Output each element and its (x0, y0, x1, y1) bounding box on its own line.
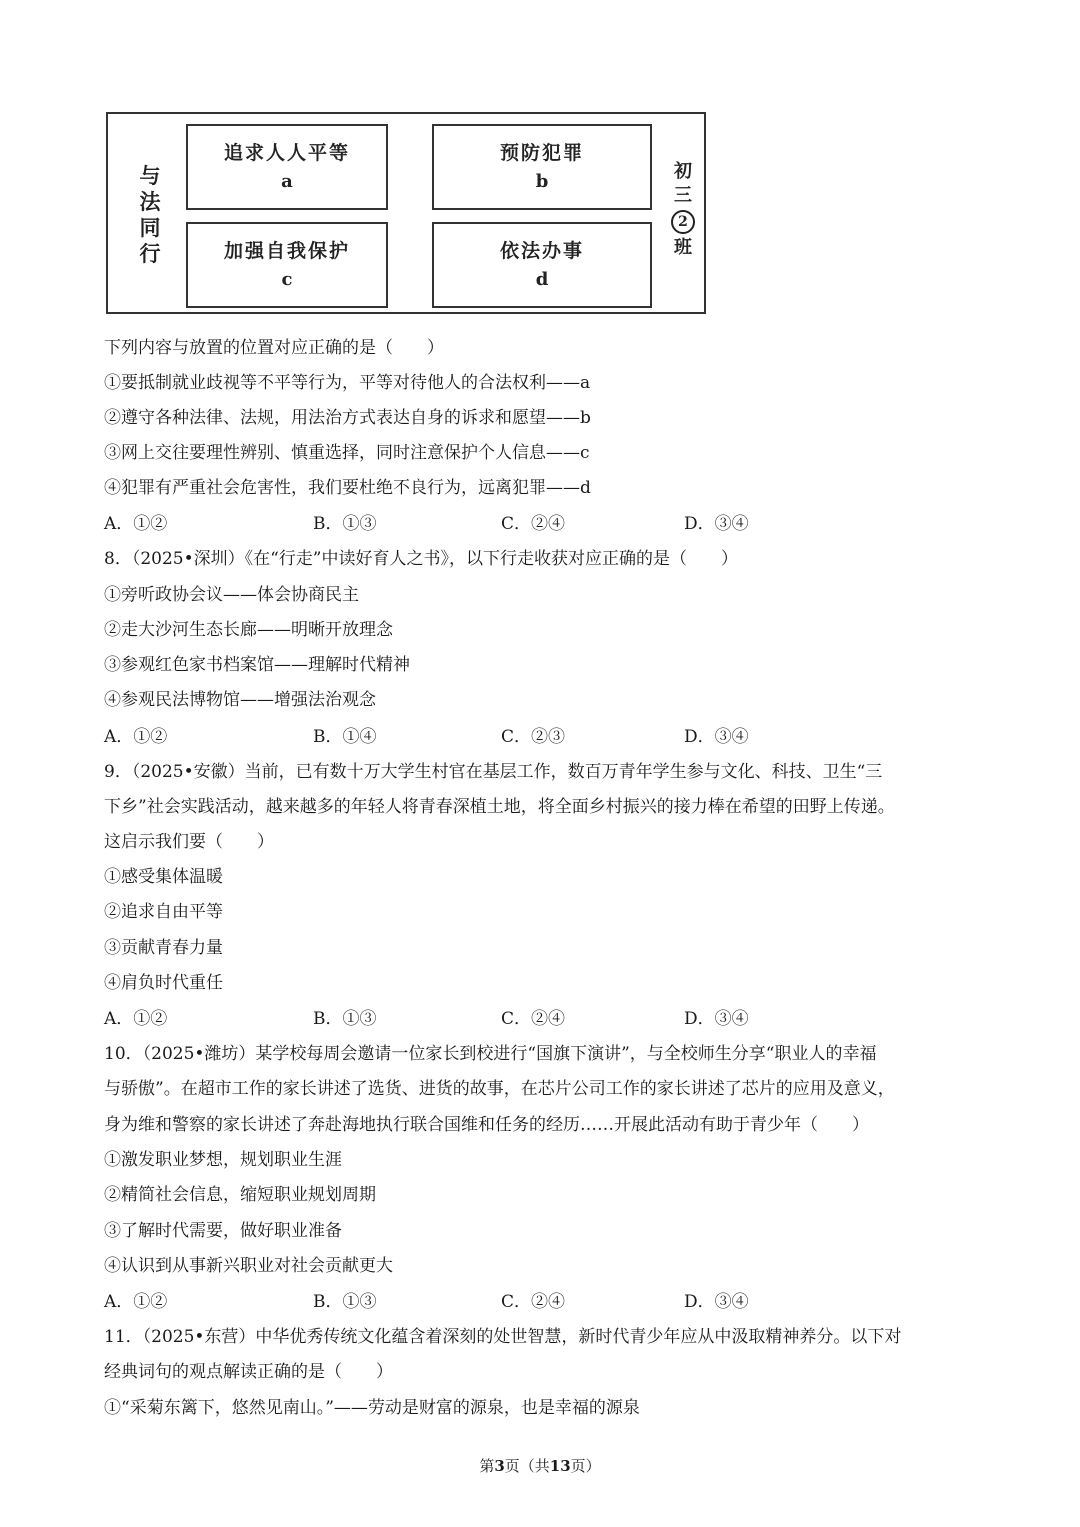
cell-key: b (535, 171, 549, 192)
right-label-char: 班 (674, 237, 692, 258)
cell-title: 依法办事 (499, 240, 584, 262)
question-stem: 9．（2025•安徽）当前，已有数十万大学生村官在基层工作，数百万青年学生参与文化、科技、卫生“三 (104, 762, 883, 782)
cell-title: 预防犯罪 (499, 142, 584, 164)
left-label-char: 同 (139, 215, 161, 240)
left-label-char: 法 (139, 189, 161, 214)
footer-text: 页） (570, 1457, 601, 1475)
question-item: ①“采菊东篱下，悠然见南山。”——劳动是财富的源泉，也是幸福的源泉 (104, 1398, 640, 1418)
cell-c (186, 222, 388, 308)
cell-d (432, 222, 652, 308)
option-c[interactable]: C．②③ (501, 727, 566, 747)
cell-key: c (281, 269, 293, 290)
cell-b (432, 124, 652, 210)
question-item: ③参观红色家书档案馆——理解时代精神 (104, 655, 410, 675)
question-stem: 11．（2025•东营）中华优秀传统文化蕴含着深刻的处世智慧，新时代青少年应从中汲取精神养分。以下对 (104, 1327, 902, 1347)
left-label-char: 行 (139, 241, 161, 266)
option-b[interactable]: B．①④ (313, 727, 377, 747)
question-item: ②精简社会信息，缩短职业规划周期 (104, 1185, 376, 1205)
class-number: 2 (671, 210, 695, 234)
question-stem: 10．（2025•潍坊）某学校每周会邀请一位家长到校进行“国旗下演讲”，与全校师生分享“职业人的幸福 (104, 1044, 877, 1064)
option-d[interactable]: D．③④ (684, 727, 749, 747)
question-item: ①激发职业梦想，规划职业生涯 (104, 1150, 342, 1170)
cell-key: d (535, 269, 549, 290)
question-item: ②遵守各种法律、法规，用法治方式表达自身的诉求和愿望——b (104, 408, 591, 428)
option-d[interactable]: D．③④ (684, 1292, 749, 1312)
option-d[interactable]: D．③④ (684, 514, 749, 534)
cell-title: 追求人人平等 (223, 142, 350, 164)
question-item: ④犯罪有严重社会危害性，我们要杜绝不良行为，远离犯罪——d (104, 478, 591, 498)
option-a[interactable]: A．①② (104, 514, 168, 534)
option-c[interactable]: C．②④ (501, 1292, 566, 1312)
page-footer (0, 1455, 1080, 1476)
question-item: ③了解时代需要，做好职业准备 (104, 1221, 342, 1241)
left-label-char: 与 (139, 163, 161, 188)
option-b[interactable]: B．①③ (313, 1009, 377, 1029)
question-stem: 下列内容与放置的位置对应正确的是（ ） (104, 338, 444, 358)
right-label-char: 三 (674, 185, 692, 206)
total-pages: 13 (549, 1457, 571, 1475)
cell-a (186, 124, 388, 210)
page-number: 3 (494, 1457, 505, 1475)
cell-key: a (281, 171, 293, 192)
question-stem: 经典词句的观点解读正确的是（ ） (104, 1362, 393, 1382)
board-left-label (138, 163, 162, 267)
question-stem: 这启示我们要（ ） (104, 832, 274, 852)
option-c[interactable]: C．②④ (501, 1009, 566, 1029)
board-right-label (670, 160, 696, 260)
question-item: ①要抵制就业歧视等不平等行为，平等对待他人的合法权利——a (104, 373, 591, 393)
question-item: ③贡献青春力量 (104, 938, 223, 958)
question-item: ②追求自由平等 (104, 902, 223, 922)
question-item: ④肩负时代重任 (104, 973, 223, 993)
question-item: ③网上交往要理性辨别、慎重选择，同时注意保护个人信息——c (104, 443, 590, 463)
question-item: ④参观民法博物馆——增强法治观念 (104, 690, 376, 710)
question-stem: 与骄傲”。在超市工作的家长讲述了选货、进货的故事，在芯片公司工作的家长讲述了芯片的应用及意义， (104, 1079, 895, 1099)
right-label-char: 初 (674, 161, 692, 182)
option-a[interactable]: A．①② (104, 1009, 168, 1029)
cell-title: 加强自我保护 (223, 240, 350, 262)
question-item: ②走大沙河生态长廊——明晰开放理念 (104, 620, 393, 640)
footer-text: 第 (479, 1457, 495, 1475)
question-item: ④认识到从事新兴职业对社会贡献更大 (104, 1256, 393, 1276)
option-d[interactable]: D．③④ (684, 1009, 749, 1029)
question-item: ①感受集体温暖 (104, 867, 223, 887)
option-a[interactable]: A．①② (104, 727, 168, 747)
option-c[interactable]: C．②④ (501, 514, 566, 534)
question-stem: 身为维和警察的家长讲述了奔赴海地执行联合国维和任务的经历……开展此活动有助于青少年（ ） (104, 1115, 869, 1135)
option-b[interactable]: B．①③ (313, 1292, 377, 1312)
question-stem: 下乡”社会实践活动，越来越多的年轻人将青春深植土地，将全面乡村振兴的接力棒在希望的田野上传递。 (104, 797, 895, 817)
option-b[interactable]: B．①③ (313, 514, 377, 534)
option-a[interactable]: A．①② (104, 1292, 168, 1312)
question-item: ①旁听政协会议——体会协商民主 (104, 585, 359, 605)
footer-text: 页（共 (504, 1457, 550, 1475)
question-stem: 8．（2025•深圳）《在“行走”中读好育人之书》，以下行走收获对应正确的是（ ） (104, 549, 738, 569)
